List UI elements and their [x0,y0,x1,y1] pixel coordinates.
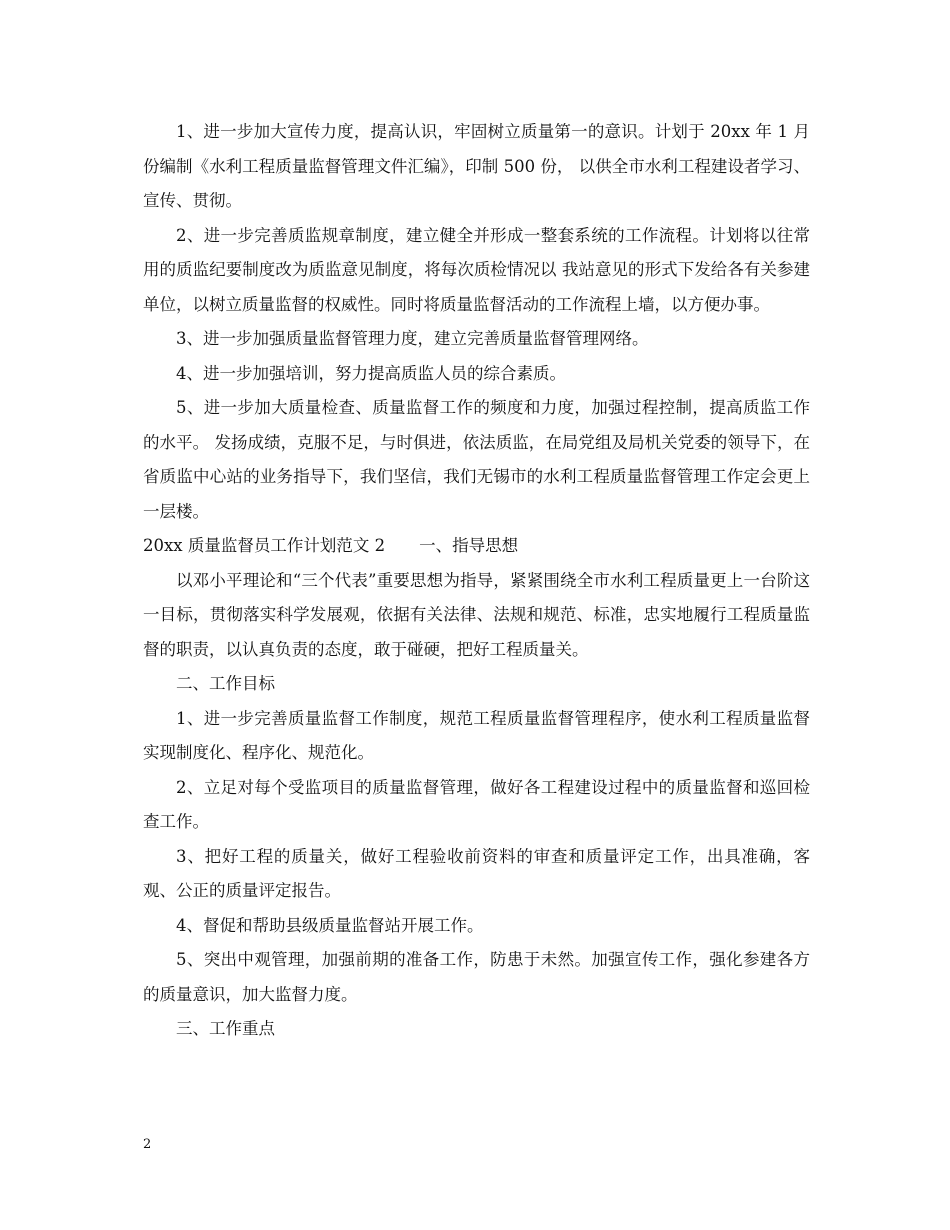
paragraph-4: 4、进一步加强培训，努力提高质监人员的综合素质。 [176,363,566,383]
work-focus-heading: 三、工作重点 [176,1019,275,1038]
section-subtitle: 一、指导思想 [419,536,519,555]
paragraph-1: 1、进一步加大宣传力度，提高认识，牢固树立质量第一的意识。计划于 20xx 年 1 月份编制《水利工程质量监督管理文件汇编》，印制 500 份， 以供全市水利工程建设者学习、宣传、贯彻。 [143,122,810,210]
goal-4: 4、督促和帮助县级质量监督站开展工作。 [176,915,484,935]
paragraph-3: 3、进一步加强质量监督管理力度，建立完善质量监督管理网络。 [176,329,649,348]
paragraph-5: 5、进一步加大质量检查、质量监督工作的频度和力度，加强过程控制，提高质监工作的水平。 发扬成绩，克服不足，与时俱进，依法质监，在局党组及局机关党委的领导下，在省质监中心站的业务指导下，我们坚信，我们无锡市的水利工程质量监督管理工作定会更上一层楼。 [143,398,810,521]
page-number: 2 [143,1137,152,1152]
work-goals-heading: 二、工作目标 [176,674,275,693]
section-title: 20xx 质量监督员工作计划范文 2 [143,536,386,555]
paragraph-2: 2、进一步完善质监规章制度，建立健全并形成一整套系统的工作流程。计划将以往常用的质监纪要制度改为质监意见制度，将每次质检情况以 我站意见的形式下发给各有关参建单位，以树立质量监督的权威性。同时将质量监督活动的工作流程上墙，以方便办事。 [143,225,810,314]
guiding-thought-paragraph: 以邓小平理论和“三个代表”重要思想为指导，紧紧围绕全市水利工程质量更上一台阶这一目标，贯彻落实科学发展观，依据有关法律、法规和规范、标准，忠实地履行工程质量监督的职责，以认真负责的态度，敢于碰硬，把好工程质量关。 [143,570,810,659]
document-body [143,115,810,1047]
goal-3: 3、把好工程的质量关，做好工程验收前资料的审查和质量评定工作，出具准确，客观、公正的质量评定报告。 [143,846,810,900]
section-heading [143,529,810,564]
goal-1: 1、进一步完善质量监督工作制度，规范工程质量监督管理程序，使水利工程质量监督实现制度化、程序化、规范化。 [143,708,810,762]
goal-5: 5、突出中观管理，加强前期的准备工作，防患于未然。加强宣传工作，强化参建各方的质量意识，加大监督力度。 [143,950,810,1004]
goal-2: 2、立足对每个受监项目的质量监督管理，做好各工程建设过程中的质量监督和巡回检查工作。 [143,777,810,831]
